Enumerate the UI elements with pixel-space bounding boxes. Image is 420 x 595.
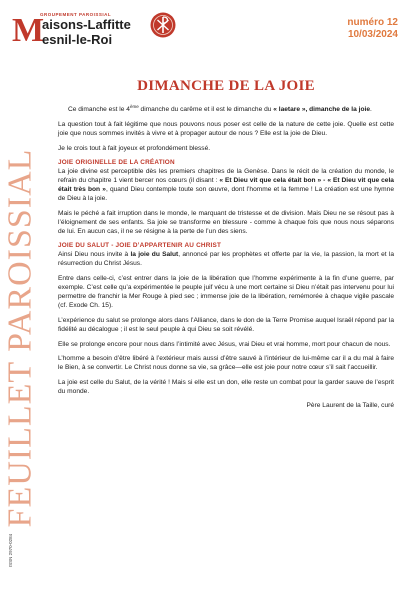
sidebar	[0, 0, 40, 595]
paragraph-2: La question tout à fait légitime que nous pouvons nous poser est celle de la nature de cette joie. Quelle est cette joie que nous sommes invités à vivre et à propager autour de nous ? Elle est la joie de Dieu.	[58, 120, 394, 137]
p4-text-2: , quand Dieu contemple toute son œuvre, dont l’homme et la femme ! La création est une hymne de Dieu à la joie.	[58, 185, 394, 203]
p4-bold: « Et Dieu vit que cela était bon » - « Et Dieu vit que cela était très bon »	[58, 176, 394, 193]
paragraph-3: Je le crois tout à fait joyeux et profondément blessé.	[58, 144, 211, 152]
page-title: DIMANCHE DE LA JOIE	[137, 78, 315, 94]
p6-bold: la joie du Salut	[130, 251, 179, 258]
article	[58, 78, 394, 409]
paragraph-8: L’expérience du salut se prolonge alors dans l’Alliance, dans le don de la Terre Promise auquel Israël répond par la fidélité au décalogue ; il est le seul peuple à qui Dieu se soit révélé.	[58, 316, 394, 333]
intro-text-1: Ce dimanche est le 4	[68, 106, 130, 114]
paragraph-5: Mais le péché a fait irruption dans le monde, le marquant de tristesse et de division. Mais Dieu ne se résout pas à l’éloignement de ses enfants. Sa joie se transforme en blessure - comme à chaque fois que nous nous séparons de lui. En aucun cas, il ne se résigne à la perte de l’un des siens.	[58, 209, 394, 235]
issue-date: 10/03/2024	[347, 29, 398, 40]
chi-rho-emblem-icon	[150, 12, 176, 38]
issn	[6, 510, 16, 590]
logo-line-1: aisons-Laffitte	[42, 17, 131, 32]
intro-bold-phrase: « laetare », dimanche de la joie	[273, 106, 370, 114]
signature: Père Laurent de la Taille, curé	[306, 401, 394, 409]
issn-text: ISSN 2970-0284	[8, 533, 14, 567]
vertical-title-text: FEUILLET PAROISSIAL	[1, 148, 38, 528]
parish-logo	[12, 12, 150, 52]
paragraph-10: L’homme a besoin d’être libéré à l’extérieur mais aussi d’être sauvé à l’intérieur de lui-même car il a du mal à faire le Bien, à se convertir. Le Christ nous donne sa vie, sa grâce—elle est joie pour notre cœur s’il sait l’accueillir.	[58, 355, 394, 372]
paragraph-7: Entre dans celle-ci, c’est entrer dans la joie de la libération que l’homme expérimente à la fin d’une guerre, par exemple. C’est celle qu’a expérimentée le peuple juif vécu à une mort certaine si Dieu n’était pas intervenu pour lui permettre de franchir la Mer Rouge à pied sec ; immense joie de la libération, remémorée à chaque vigile pascale (cf. Exode Ch. 15).	[58, 274, 394, 310]
vertical-title	[2, 118, 38, 558]
section-heading-creation: JOIE ORIGINELLE DE LA CRÉATION	[58, 158, 175, 166]
paragraph-intro	[58, 104, 394, 114]
logo-initial: M	[12, 12, 45, 49]
paragraph-9: Elle se prolonge encore pour nous dans l’intimité avec Jésus, vrai Dieu et vrai homme, mort pour chacun de nous.	[58, 340, 391, 348]
p6-text-2: , annoncé par les prophètes et offerte par la vie, la passion, la mort et la résurrection du Christ Jésus.	[58, 251, 394, 268]
paragraph-6	[58, 250, 394, 268]
paragraph-4	[58, 167, 394, 203]
paragraph-11: La joie est celle du Salut, de la vérité ! Mais si elle est un don, elle reste un combat pour la garder sauve de l’esprit du monde.	[58, 379, 394, 396]
p4-text-1: La joie divine est perceptible dès les premiers chapitres de la Genèse. Dans le récit de la création du monde, le refrain du chapitre 1 vient bercer nos cœurs (il disant :	[58, 167, 394, 184]
intro-superscript: ème	[129, 104, 139, 109]
p6-text-1: Ainsi Dieu nous invite à	[58, 251, 131, 258]
intro-text-3: .	[370, 106, 372, 114]
logo-group-name: GROUPEMENT PAROISSIAL	[40, 12, 112, 17]
intro-text-2: dimanche du carême et il est le dimanche du	[138, 106, 274, 114]
logo-line-2: esnil-le-Roi	[42, 32, 113, 47]
section-heading-salut: JOIE DU SALUT - JOIE D’APPARTENIR AU CHRIST	[58, 242, 222, 249]
issue-number: numéro 12	[347, 17, 398, 28]
header	[0, 0, 420, 60]
